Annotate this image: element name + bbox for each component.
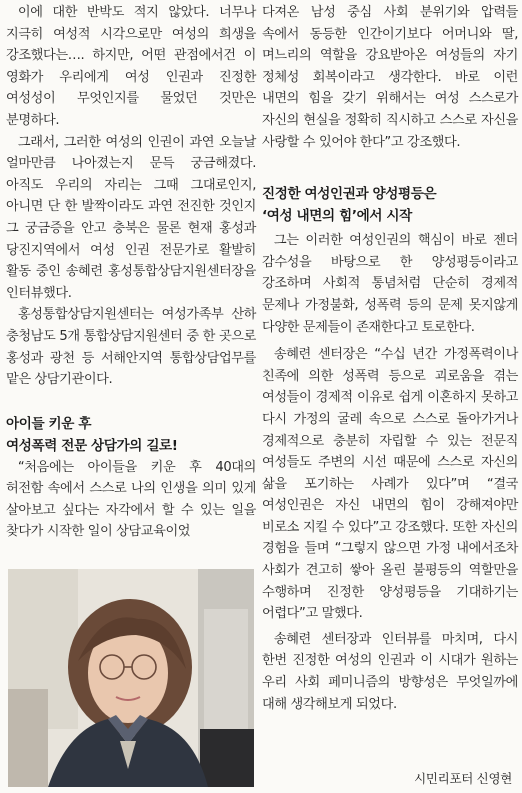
left-column <box>6 0 256 543</box>
section-heading-1-line1: 아이들 키운 후 <box>6 415 92 432</box>
right-column <box>262 0 518 715</box>
paragraph-right-4: 송혜련 센터장과 인터뷰를 마치며, 다시 한번 진정한 여성의 인권과 이 시대가 원하는 우리 사회 페미니즘의 방향성은 무엇일까에 대해 생각해보게 되었다. <box>262 631 518 712</box>
spacer <box>6 391 256 413</box>
paragraph-left-4: “처음에는 아이들을 키운 후 40대의 허전함 속에서 스스로 나의 인생을 의미 있게 살아보고 싶다는 자각에서 할 수 있는 일을 찾다가 시작한 일이 상담교육이었 <box>6 459 256 540</box>
paragraph-right-3: 송혜련 센터장은 “수십 년간 가정폭력이나 친족에 의한 성폭력 등으로 괴로움을 겪는 여성들이 경제적 이유로 쉽게 이혼하지 못하고 다시 가정의 굴레 속으로 스스로 돌아가거나 경제적으로 충분히 자립할 수 있는 전문직 여성들도 주변의 시선 때문에 스스로 자신의 삶을 포기하는 사례가 있다”며 “결국 여성인권은 자신 내면의 힘이 강해져야만 비로소 지킬 수 있다”고 강조했다. 또한 자신의 경험을 들며 “그렇지 않으면 가정 내에서조차 사회가 견고히 쌓아 올린 불평등의 역할만을 수행하며 진정한 양성평등을 기대하기는 어렵다”고 말했다. <box>262 347 518 622</box>
reporter-byline: 시민리포터 신영현 <box>414 771 512 786</box>
paragraph-right-1: 다져온 남성 중심 사회 분위기와 압력들 속에서 동등한 인간이기보다 어머니와 딸, 며느리의 역할을 강요받아온 여성들의 자기 정체성 회복이라고 생각한다. 바로 이런 내면의 힘을 갖기 위해서는 여성 스스로가 자신의 현실을 정확히 직시하고 스스로 자신을 사랑할 수 있어야 한다”고 강조했다. <box>262 5 518 150</box>
paragraph-left-1: 이에 대한 반박도 적지 않았다. 너무나 지극히 여성적 시각으로만 여성의 희생을 강조했다는…. 하지만, 어떤 관점에서건 이 영화가 우리에게 여성 인권과 진정한 여성성이 무엇인지를 물었던 것만은 분명하다. <box>6 5 256 128</box>
portrait-illustration <box>8 569 254 787</box>
paragraph-right-2: 그는 이러한 여성인권의 핵심이 바로 젠더 감수성을 바탕으로 한 양성평등이라고 강조하며 사회적 통념처럼 단순히 경제적 문제나 가정불화, 성폭력 등의 문제 못지않게 다양한 문제들이 존재한다고 토로한다. <box>262 233 518 335</box>
interview-portrait-photo <box>8 569 254 787</box>
section-heading-1-line2: 여성폭력 전문 상담가의 길로! <box>6 437 178 454</box>
section-heading-2-line1: 진정한 여성인권과 양성평등은 <box>262 186 437 203</box>
spacer <box>262 153 518 183</box>
paragraph-left-3: 홍성통합상담지원센터는 여성가족부 산하 충청남도 5개 통합상담지원센터 중 한 곳으로 홍성과 광천 등 서해안지역 통합상담업무를 맡은 상담기관이다. <box>6 307 256 388</box>
section-heading-2-line2: ‘여성 내면의 힘’에서 시작 <box>262 208 412 225</box>
paragraph-left-2: 그래서, 그러한 여성의 인권이 과연 오늘날 얼마만큼 나아졌는지 문득 궁금해졌다. 아직도 우리의 자리는 그때 그대로인지, 아니면 단 한 발짝이라도 과연 전진한 것인지 그 궁금증을 안고 충북은 물론 현재 홍성과 당진지역에서 여성 인권 전문가로 활발히 활동 중인 송혜련 홍성통합상담지원센터장을 인터뷰했다. <box>6 134 256 301</box>
